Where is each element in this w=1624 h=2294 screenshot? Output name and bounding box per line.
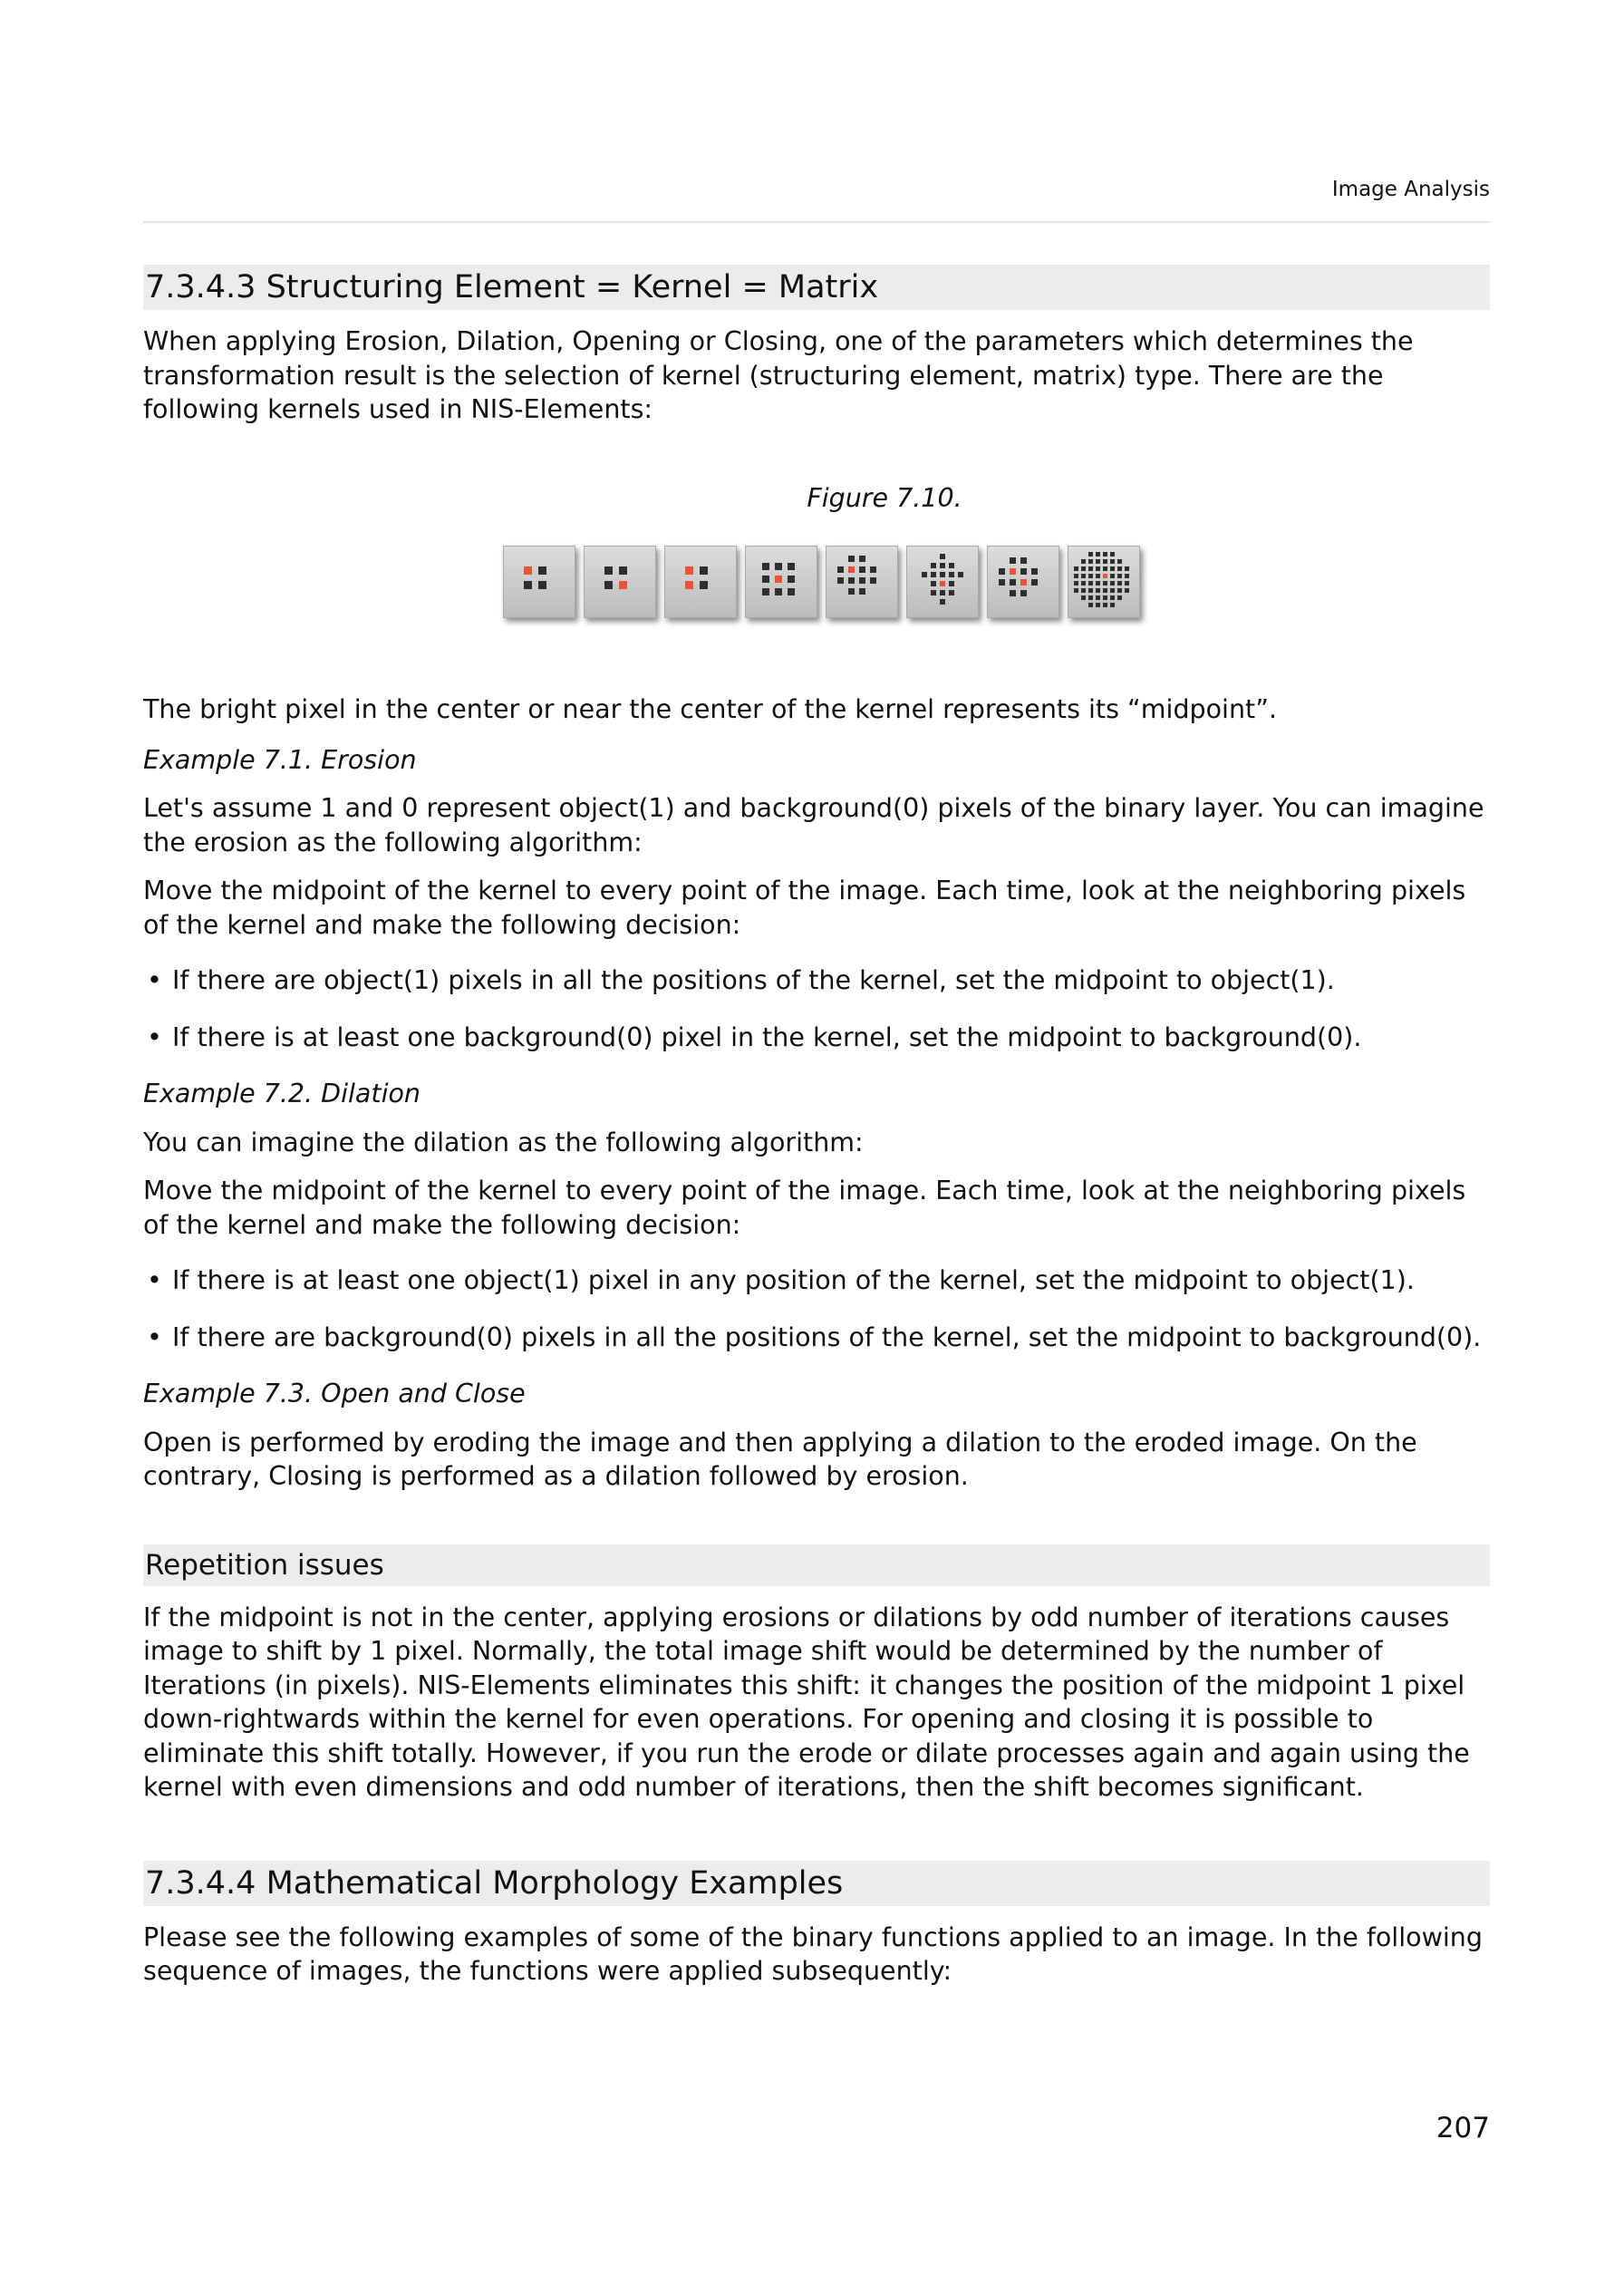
morphology-paragraph: Please see the following examples of some of the binary functions applied to an image. In the following sequence of images, the functions were applied subsequently:	[143, 1921, 1483, 1986]
bullet-icon: •	[147, 965, 162, 995]
kernel-2x2-b-icon	[585, 547, 655, 617]
dilation-rules-list	[143, 1263, 1490, 1354]
section-heading-morphology-examples: 7.3.4.4 Mathematical Morphology Examples	[143, 1861, 1490, 1906]
kernel-2x2-a	[503, 546, 575, 618]
kernel-2x2-a-icon	[504, 547, 575, 617]
erosion-paragraph-1: Let's assume 1 and 0 represent object(1) and background(0) pixels of the binary layer. You can imagine the erosion as the following algorithm:	[143, 793, 1484, 857]
kernel-5x5-diamond	[906, 546, 979, 618]
kernel-2x2-c	[664, 546, 737, 618]
kernel-6x6-octagon	[1068, 546, 1140, 618]
kernel-6x6-octagon-icon	[1068, 547, 1139, 617]
kernel-2x2-c-icon	[665, 547, 736, 617]
kernel-4x4-cross	[826, 546, 898, 618]
intro-paragraph: When applying Erosion, Dilation, Opening or Closing, one of the parameters which determines the transformation result is the selection of kernel (structuring element, matrix) type. There are the following kernels used in NIS-Elements:	[143, 326, 1414, 424]
bullet-icon: •	[147, 1021, 162, 1052]
kernel-3x3	[745, 546, 817, 618]
running-header: Image Analysis	[1331, 178, 1490, 201]
kernel-figure	[143, 546, 1490, 618]
bullet-icon: •	[147, 1321, 162, 1352]
kernel-2x2-b	[584, 546, 656, 618]
dilation-paragraph-1: You can imagine the dilation as the following algorithm:	[143, 1127, 864, 1157]
bullet-icon: •	[147, 1265, 162, 1295]
list-item: • If there is at least one background(0) pixel in the kernel, set the midpoint to background(0).	[143, 1021, 1490, 1055]
header-rule	[143, 221, 1490, 223]
kernel-3x3-icon	[746, 547, 817, 617]
list-item: • If there are background(0) pixels in all the positions of the kernel, set the midpoint to background(0).	[143, 1321, 1490, 1355]
kernel-4x4-cross-icon	[826, 547, 897, 617]
kernel-4x4-rounded	[987, 546, 1059, 618]
repetition-issues-heading: Repetition issues	[143, 1544, 1490, 1586]
list-item: • If there is at least one object(1) pixel in any position of the kernel, set the midpoint to object(1).	[143, 1263, 1490, 1298]
figure-caption: Figure 7.10.	[807, 482, 962, 513]
kernel-5x5-diamond-icon	[907, 547, 978, 617]
list-item: • If there are object(1) pixels in all the positions of the kernel, set the midpoint to object(1).	[143, 963, 1490, 998]
example-open-close-title: Example 7.3. Open and Close	[143, 1379, 526, 1408]
open-close-paragraph: Open is performed by eroding the image and then applying a dilation to the eroded image. On the contrary, Closing is performed as a dilation followed by erosion.	[143, 1427, 1417, 1491]
kernel-4x4-rounded-icon	[988, 547, 1058, 617]
midpoint-note: The bright pixel in the center or near the center of the kernel represents its “midpoint”.	[143, 694, 1278, 724]
example-dilation-title: Example 7.2. Dilation	[143, 1079, 420, 1108]
section-heading-structuring-element: 7.3.4.3 Structuring Element = Kernel = Matrix	[143, 265, 1490, 310]
erosion-paragraph-2: Move the midpoint of the kernel to every point of the image. Each time, look at the neighboring pixels of the kernel and make the following decision:	[143, 876, 1466, 940]
page-number: 207	[1436, 2112, 1490, 2144]
example-erosion-title: Example 7.1. Erosion	[143, 744, 417, 775]
dilation-paragraph-2: Move the midpoint of the kernel to every point of the image. Each time, look at the neighboring pixels of the kernel and make the following decision:	[143, 1176, 1466, 1240]
page-content	[143, 265, 1490, 1989]
repetition-paragraph: If the midpoint is not in the center, applying erosions or dilations by odd number of iterations causes image to shift by 1 pixel. Normally, the total image shift would be determined by the number of Iterations (in pixels). NIS-Elements eliminates this shift: it changes the position of the midpoint 1 pixel down-rightwards within the kernel for even operations. For opening and closing it is possible to eliminate this shift totally. However, if you run the erode or dilate processes again and again using the kernel with even dimensions and odd number of iterations, then the shift becomes significant.	[143, 1602, 1470, 1802]
erosion-rules-list	[143, 963, 1490, 1054]
